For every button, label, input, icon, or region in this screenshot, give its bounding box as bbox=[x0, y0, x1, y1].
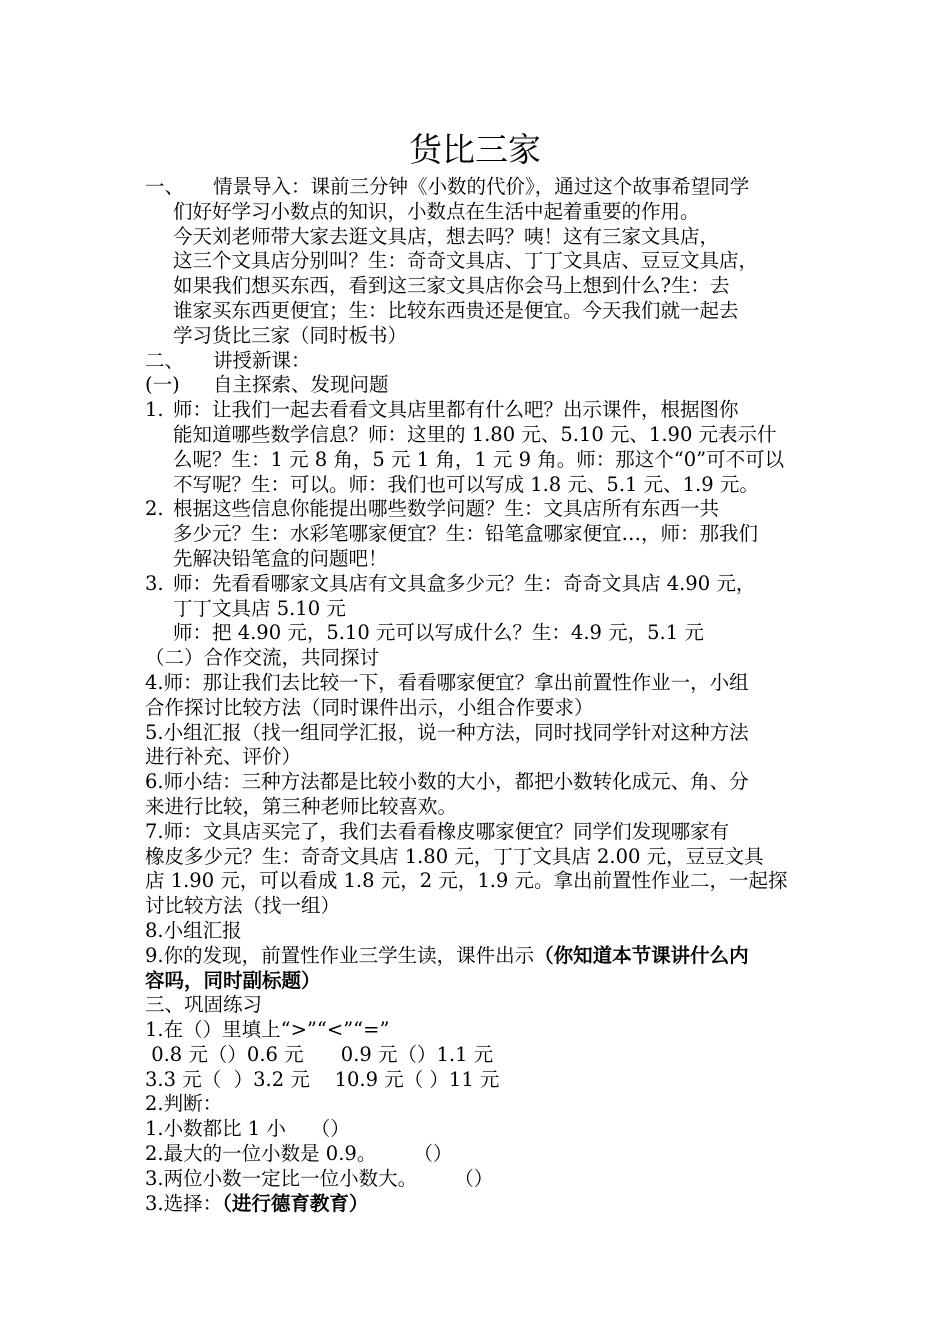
paragraph-line: 来进行比较，第三种老师比较喜欢。 bbox=[145, 794, 458, 818]
section-label: 讲授新课： bbox=[213, 348, 311, 372]
item-line: 根据这些信息你能提出哪些数学问题？生：文具店所有东西一共 bbox=[173, 497, 720, 521]
exercise-1-row: 0.8 元（）0.6 元 0.9 元（）1.1 元 bbox=[145, 1042, 494, 1066]
item-line: 多少元？生：水彩笔哪家便宜？生：铅笔盒哪家便宜…，师：那我们 bbox=[173, 522, 759, 546]
paragraph-line: 8.小组汇报 bbox=[145, 918, 242, 942]
section-3-heading: 三、巩固练习 bbox=[145, 993, 263, 1017]
paragraph-line: 4.师：那让我们去比较一下，看看哪家便宜？拿出前置性作业一，小组 bbox=[145, 670, 749, 694]
list-item bbox=[145, 497, 825, 522]
paragraph-line: 合作探讨比较方法（同时课件出示，小组合作要求） bbox=[145, 695, 594, 719]
subsection-2-heading: （二）合作交流，共同探讨 bbox=[145, 646, 380, 670]
intro-line: 们好好学习小数点的知识，小数点在生活中起着重要的作用。 bbox=[173, 199, 700, 223]
intro-line: 课前三分钟《小数的代价》，通过这个故事希望同学 bbox=[310, 175, 750, 198]
exercise-3-title bbox=[145, 1192, 825, 1217]
list-item bbox=[145, 398, 825, 423]
exercise-3-bold-note: （进行德育教育） bbox=[222, 1191, 369, 1215]
intro-line: 如果我们想买东西，看到这三家文具店你会马上想到什么?生：去 bbox=[173, 274, 730, 298]
paragraph-line: 橡皮多少元？生：奇奇文具店 1.80 元，丁丁文具店 2.00 元，豆豆文具 bbox=[145, 844, 764, 868]
section-2-heading bbox=[145, 349, 825, 374]
paragraph-line: 7.师：文具店买完了，我们去看看橡皮哪家便宜？同学们发现哪家有 bbox=[145, 819, 730, 843]
item-line: 么呢？生：1 元 8 角，5 元 1 角，1 元 9 角。师：那这个“0”可不可以 bbox=[173, 447, 785, 471]
paragraph-line: 讨比较方法（找一组） bbox=[145, 894, 341, 918]
page-title: 货比三家 bbox=[409, 130, 541, 169]
exercise-1-title: 1.在（）里填上“>”“<”“=” bbox=[145, 1018, 390, 1042]
exercise-2-item: 2.最大的一位小数是 0.9。 （） bbox=[145, 1142, 453, 1166]
item-line: 能知道哪些数学信息？师：这里的 1.80 元、5.10 元、1.90 元表示什 bbox=[173, 422, 777, 446]
subsection-number: (一) bbox=[145, 373, 180, 397]
item-number: 1. bbox=[145, 398, 164, 422]
intro-line: 学习货比三家（同时板书） bbox=[173, 323, 408, 347]
paragraph-line: 5.小组汇报（找一组同学汇报，说一种方法，同时找同学针对这种方法 bbox=[145, 720, 749, 744]
exercise-3-label: 3.选择： bbox=[145, 1191, 223, 1215]
paragraph-line: 6.师小结：三种方法都是比较小数的大小，都把小数转化成元、角、分 bbox=[145, 770, 749, 794]
item-number: 3. bbox=[145, 571, 164, 595]
section-number: 二、 bbox=[145, 348, 185, 372]
exercise-2-item: 3.两位小数一定比一位小数大。 （） bbox=[145, 1166, 494, 1190]
item-line: 丁丁文具店 5.10 元 bbox=[173, 596, 346, 620]
subsection-label: 自主探索、发现问题 bbox=[213, 373, 389, 397]
item-line: 师：让我们一起去看看文具店里都有什么吧？出示课件，根据图你 bbox=[173, 398, 739, 422]
section-1-heading bbox=[145, 175, 825, 200]
section-label: 情景导入： bbox=[213, 175, 311, 198]
item-line: 师：先看看哪家文具店有文具盒多少元？生：奇奇文具店 4.90 元， bbox=[173, 571, 756, 595]
exercise-2-title: 2.判断： bbox=[145, 1092, 223, 1116]
item-9-bold-text: （你知道本节课讲什么内 bbox=[534, 943, 749, 967]
intro-line: 谁家买东西更便宜；生：比较东西贵还是便宜。今天我们就一起去 bbox=[173, 298, 739, 322]
intro-line: 这三个文具店分别叫？生：奇奇文具店、丁丁文具店、豆豆文具店， bbox=[173, 249, 759, 273]
item-9-bold-text: 容吗，同时副标题） bbox=[145, 968, 321, 992]
subsection-1-heading bbox=[145, 373, 825, 398]
document-body bbox=[145, 175, 825, 1216]
item-line: 不写呢？生：可以。师：我们也可以写成 1.8 元、5.1 元、1.9 元。 bbox=[173, 472, 759, 496]
item-9-text: 9.你的发现，前置性作业三学生读，课件出示 bbox=[145, 943, 535, 967]
exercise-1-row: 3.3 元（ ）3.2 元 10.9 元（ ）11 元 bbox=[145, 1067, 500, 1091]
list-item bbox=[145, 572, 825, 597]
paragraph-line: 店 1.90 元，可以看成 1.8 元，2 元，1.9 元。拿出前置性作业二，一起探 bbox=[145, 869, 788, 893]
exercise-2-item: 1.小数都比 1 小 （） bbox=[145, 1117, 350, 1141]
item-line: 师：把 4.90 元，5.10 元可以写成什么？生：4.9 元，5.1 元 bbox=[173, 621, 704, 645]
item-line: 先解决铅笔盒的问题吧！ bbox=[173, 546, 388, 570]
paragraph-line bbox=[145, 944, 825, 969]
item-number: 2. bbox=[145, 497, 164, 521]
paragraph-line: 进行补充、评价） bbox=[145, 745, 302, 769]
section-number: 一、 bbox=[145, 175, 185, 198]
intro-line: 今天刘老师带大家去逛文具店，想去吗？咦！这有三家文具店， bbox=[173, 224, 720, 248]
